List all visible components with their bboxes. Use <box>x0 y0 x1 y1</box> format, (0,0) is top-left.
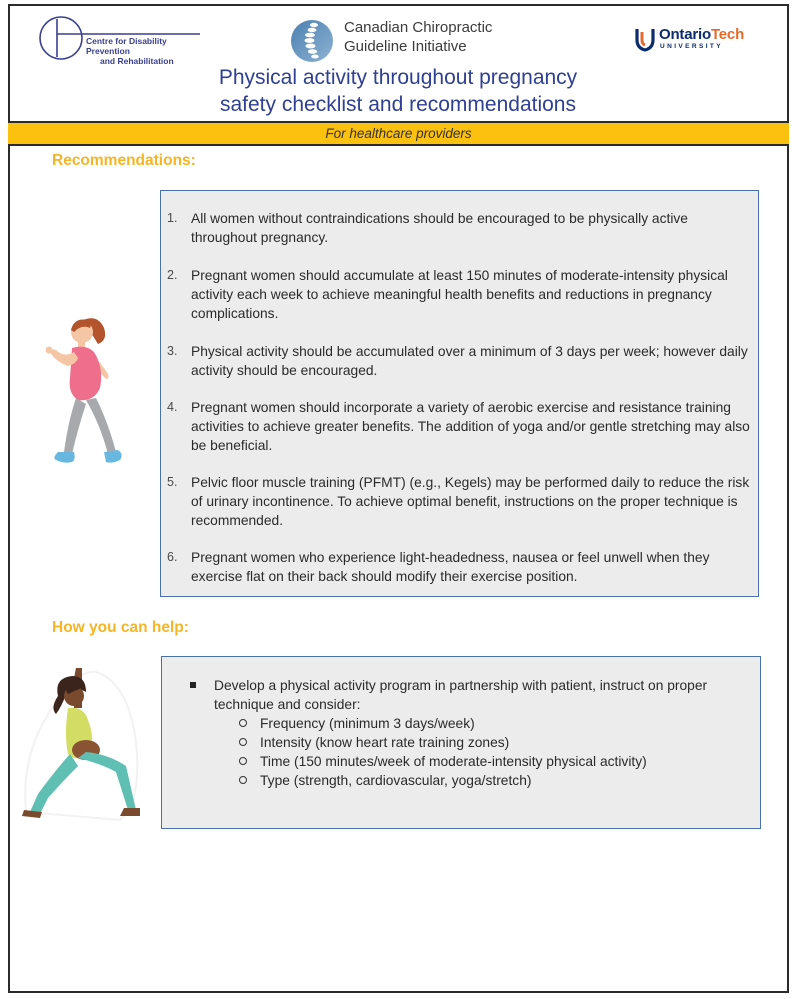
list-item <box>167 266 751 323</box>
list-item-number: 5. <box>167 475 178 489</box>
walking-woman-illustration <box>38 312 138 482</box>
circle-bullet-icon <box>239 776 247 784</box>
ccgi-logo-line2: Guideline Initiative <box>344 38 467 55</box>
sub-list-item <box>236 752 736 771</box>
list-item-text: Physical activity should be accumulated over a minimum of 3 days per week; however daily activity should be encouraged. <box>191 344 748 378</box>
help-main-text: Develop a physical activity program in partnership with patient, instruct on proper technique and consider: <box>214 678 708 712</box>
help-main-item <box>190 676 750 714</box>
cdpr-logo-line2: and Rehabilitation <box>100 56 174 66</box>
page-title-line1: Physical activity throughout pregnancy <box>218 66 578 89</box>
ccgi-logo <box>290 16 510 64</box>
audience-band: For healthcare providers <box>8 121 789 146</box>
sub-list-item <box>236 714 736 733</box>
list-item <box>167 473 751 530</box>
help-sublist <box>236 714 736 790</box>
list-item-number: 4. <box>167 400 178 414</box>
help-box <box>161 656 761 829</box>
ontario-tech-logo <box>634 24 754 54</box>
list-item-text: Pregnant women should accumulate at least 150 minutes of moderate-intensity physical activity each week to achieve meaningful health benefits and reductions in pregnancy complications. <box>191 268 728 321</box>
sub-list-item-text: Type (strength, cardiovascular, yoga/stretch) <box>260 773 532 788</box>
list-item-text: All women without contraindications should be encouraged to be physically active throughout pregnancy. <box>191 211 688 245</box>
page-title-line2: safety checklist and recommendations <box>219 93 576 116</box>
yoga-woman-illustration <box>16 662 146 832</box>
list-item-text: Pregnant women should incorporate a variety of aerobic exercise and resistance training activities to achieve greater benefits. The addition of yoga and/or gentle stretching may also be beneficial. <box>191 400 750 453</box>
list-item <box>167 548 751 586</box>
recommendations-heading: Recommendations: <box>52 152 196 169</box>
sub-list-item-text: Intensity (know heart rate training zones) <box>260 735 510 750</box>
list-item <box>167 342 751 380</box>
list-item-number: 3. <box>167 344 178 358</box>
list-item-text: Pelvic floor muscle training (PFMT) (e.g., Kegels) may be performed daily to reduce the risk of urinary incontinence. To achieve optimal benefit, instructions on the proper technique is recommended. <box>191 475 750 528</box>
ccgi-logo-line1: Canadian Chiropractic <box>344 19 493 36</box>
list-item-number: 2. <box>167 268 178 282</box>
cdpr-logo <box>38 14 208 64</box>
square-bullet-icon <box>190 682 196 688</box>
ontario-tech-university: UNIVERSITY <box>660 43 724 50</box>
sub-list-item-text: Frequency (minimum 3 days/week) <box>260 716 475 731</box>
recommendations-box <box>160 190 759 597</box>
spine-icon <box>290 18 336 64</box>
list-item <box>167 398 751 455</box>
ontario-tech-shield-icon <box>634 26 656 52</box>
circle-bullet-icon <box>239 757 247 765</box>
circle-bullet-icon <box>239 738 247 746</box>
circle-bullet-icon <box>239 719 247 727</box>
ontario-tech-name-b: Tech <box>710 26 745 43</box>
list-item-number: 1. <box>167 211 178 225</box>
ontario-tech-name-a: Ontario <box>659 26 711 43</box>
page-title <box>0 64 796 118</box>
sub-list-item <box>236 733 736 752</box>
cdpr-logo-line1: Centre for Disability Prevention <box>86 36 167 56</box>
list-item-number: 6. <box>167 550 178 564</box>
sub-list-item <box>236 771 736 790</box>
help-heading: How you can help: <box>52 619 189 636</box>
sub-list-item-text: Time (150 minutes/week of moderate-intensity physical activity) <box>260 754 647 769</box>
list-item-text: Pregnant women who experience light-headedness, nausea or feel unwell when they exercise flat on their back should modify their exercise position. <box>191 550 710 584</box>
list-item <box>167 209 751 247</box>
